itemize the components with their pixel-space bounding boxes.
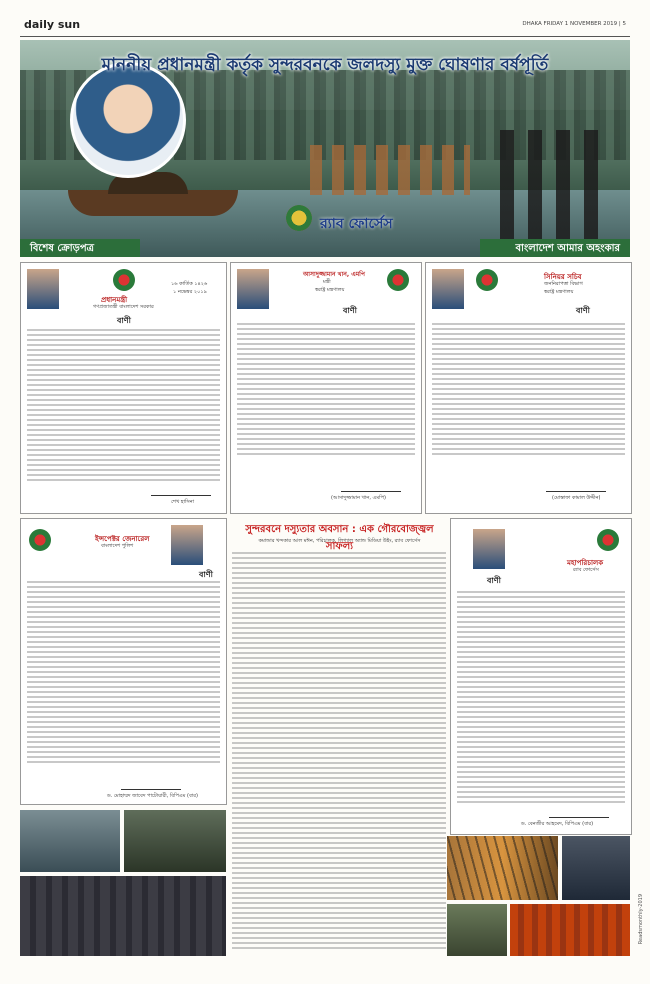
issue-date: DHAKA FRIDAY 1 NOVEMBER 2019 | 5 <box>522 21 626 27</box>
secretary-text <box>432 323 625 458</box>
article-title: সুন্দরবনে দস্যুতার অবসান : এক গৌরবোজ্জ্বল সাফল্য <box>245 524 434 552</box>
article-body <box>232 552 446 954</box>
dg-signature <box>549 807 609 818</box>
pm-message <box>20 262 227 514</box>
rab-label: র‍্যাব ফোর্সেস <box>320 216 393 232</box>
minister-bani: বাণী <box>343 306 357 315</box>
slogan-label: বাংলাদেশ আমার অহংকার <box>515 243 620 254</box>
igp-sub: বাংলাদেশ পুলিশ <box>101 543 134 549</box>
dg-sub: র‍্যাব ফোর্সেস <box>573 567 599 573</box>
slogan-bar <box>480 239 630 257</box>
boat <box>68 190 238 216</box>
event-photo-2 <box>447 904 507 956</box>
footer-credit: Readsmonthly-2019 <box>638 893 644 944</box>
police-seal-icon <box>29 529 51 551</box>
minister-photo <box>237 269 269 309</box>
government-seal-icon <box>476 269 498 291</box>
minister-sub1: মন্ত্রী <box>323 279 331 285</box>
igp-message <box>20 518 227 805</box>
rab-boat-photo <box>20 810 120 872</box>
pm-bani: বাণী <box>117 316 131 325</box>
rab-team-photo <box>124 810 226 872</box>
igp-signature <box>121 779 181 790</box>
pm-signature <box>151 485 211 496</box>
dg-bani: বাণী <box>487 576 501 585</box>
dg-sign-name: ড. বেনজীর আহমেদ, বিপিএম (বার) <box>521 821 594 827</box>
minister-signature <box>341 481 401 492</box>
article-byline: কমান্ডার খন্দকার আল মঈন, পরিচালক, লিগ্যাল অ্যান্ড মিডিয়া উইং, র‍্যাব ফোর্সেস <box>258 538 421 544</box>
igp-photo <box>171 525 203 565</box>
minister-title: আসাদুজ্জামান খান, এমপি <box>303 271 365 278</box>
dg-photo <box>473 529 505 569</box>
event-photo-1 <box>562 836 630 900</box>
pm-photo <box>27 269 59 309</box>
special-supplement-bar <box>20 239 140 257</box>
secretary-sub1: জননিরাপত্তা বিভাগ <box>544 281 583 287</box>
dg-title: মহাপরিচালক <box>567 559 604 567</box>
rab-soldiers <box>500 130 610 240</box>
secretary-message <box>425 262 632 514</box>
igp-text <box>27 581 220 766</box>
secretary-sub2: স্বরাষ্ট্র মন্ত্রণালয় <box>544 289 574 295</box>
deer-herd <box>310 145 470 195</box>
weapons-display-photo <box>510 904 630 956</box>
secretary-sign-name: (মোস্তাফা কামাল উদ্দীন) <box>552 495 601 501</box>
pm-date1: ১৬ কার্তিক ১৪২৬ <box>171 281 208 287</box>
minister-text <box>237 323 415 458</box>
pm-sign-name: শেখ হাসিনা <box>171 499 195 505</box>
secretary-photo <box>432 269 464 309</box>
banner-headline: মাননীয় প্রধানমন্ত্রী কর্তৃক সুন্দরবনকে জলদস্যু মুক্ত ঘোষণার বর্ষপূর্তি <box>101 55 549 75</box>
surrender-ceremony-photo <box>20 876 226 956</box>
pm-text <box>27 329 220 484</box>
tiger-photo <box>447 836 558 900</box>
masthead <box>20 16 630 37</box>
pm-title: প্রধানমন্ত্রী <box>101 296 128 304</box>
minister-sign-name: (আসাদুজ্জামান খান, এমপি) <box>331 495 386 501</box>
special-supplement-label: বিশেষ ক্রোড়পত্র <box>30 243 94 254</box>
government-seal-icon <box>113 269 135 291</box>
rab-emblem-icon <box>286 205 312 231</box>
minister-sub2: স্বরাষ্ট্র মন্ত্রণালয় <box>315 287 345 293</box>
pm-sub: গণপ্রজাতন্ত্রী বাংলাদেশ সরকার <box>93 304 154 310</box>
igp-bani: বাণী <box>199 570 213 579</box>
dg-message <box>450 518 632 835</box>
igp-sign-name: ড. মোহাম্মদ জাবেদ পাটোয়ারী, বিপিএম (বার) <box>107 793 198 799</box>
newspaper-name: daily sun <box>24 18 81 31</box>
pm-date2: ১ নভেম্বর ২০১৯ <box>173 289 207 295</box>
minister-message <box>230 262 422 514</box>
government-seal-icon <box>387 269 409 291</box>
rab-seal-icon <box>597 529 619 551</box>
banner <box>20 40 630 257</box>
secretary-title: সিনিয়র সচিব <box>544 273 582 281</box>
igp-title: ইন্সপেক্টর জেনারেল <box>95 535 150 543</box>
secretary-bani: বাণী <box>576 306 590 315</box>
dg-text <box>457 591 625 806</box>
secretary-signature <box>546 481 606 492</box>
